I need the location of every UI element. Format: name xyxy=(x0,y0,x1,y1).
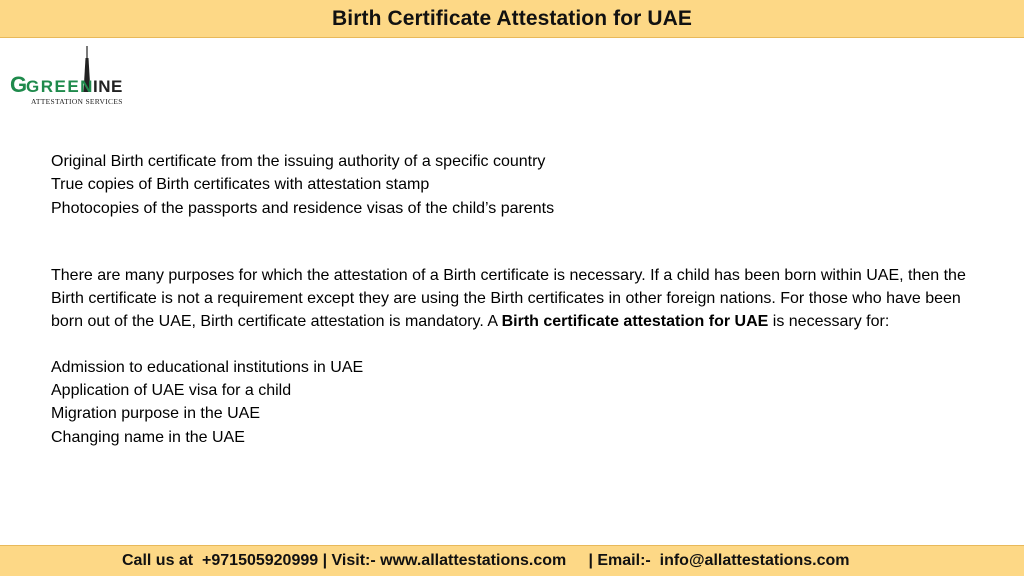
logo-brand-g: G xyxy=(10,72,28,97)
paragraph-text: There are many purposes for which the attestation of a Birth certificate is necessary. If a child has been born within UAE, then the Birth certificate is not a requirement except they are using the Birth certificates in other foreign nations. For those who have been born out of the UAE, Birth certificate attestation is mandatory. A xyxy=(51,266,966,331)
footer-bar xyxy=(0,545,1024,576)
paragraph-text-end: is necessary for: xyxy=(768,313,890,331)
page-title: Birth Certificate Attestation for UAE xyxy=(332,6,692,30)
documents-list xyxy=(51,150,981,220)
logo-subtitle: ATTESTATION SERVICES xyxy=(31,97,123,106)
main-content xyxy=(51,150,981,449)
paragraph-bold-text: Birth certificate attestation for UAE xyxy=(501,313,769,331)
list-item: Application of UAE visa for a child xyxy=(51,382,292,400)
list-item: Migration purpose in the UAE xyxy=(51,405,260,423)
purpose-paragraph xyxy=(51,264,981,334)
purposes-list xyxy=(51,356,981,449)
logo-brand-part2: INE xyxy=(93,77,123,96)
list-item: True copies of Birth certificates with attestation stamp xyxy=(51,176,430,194)
footer-contact-text: Call us at +971505920999 | Visit:- www.allattestations.com | Email:- info@allattestations.com xyxy=(122,552,850,569)
list-item: Changing name in the UAE xyxy=(51,428,245,446)
list-item: Admission to educational institutions in UAE xyxy=(51,358,364,376)
list-item: Original Birth certificate from the issuing authority of a specific country xyxy=(51,153,546,170)
greenline-logo xyxy=(8,44,132,110)
header-bar xyxy=(0,0,1024,38)
logo-brand-part1: GREEN xyxy=(26,77,94,96)
list-item: Photocopies of the passports and residence visas of the child’s parents xyxy=(51,199,555,217)
